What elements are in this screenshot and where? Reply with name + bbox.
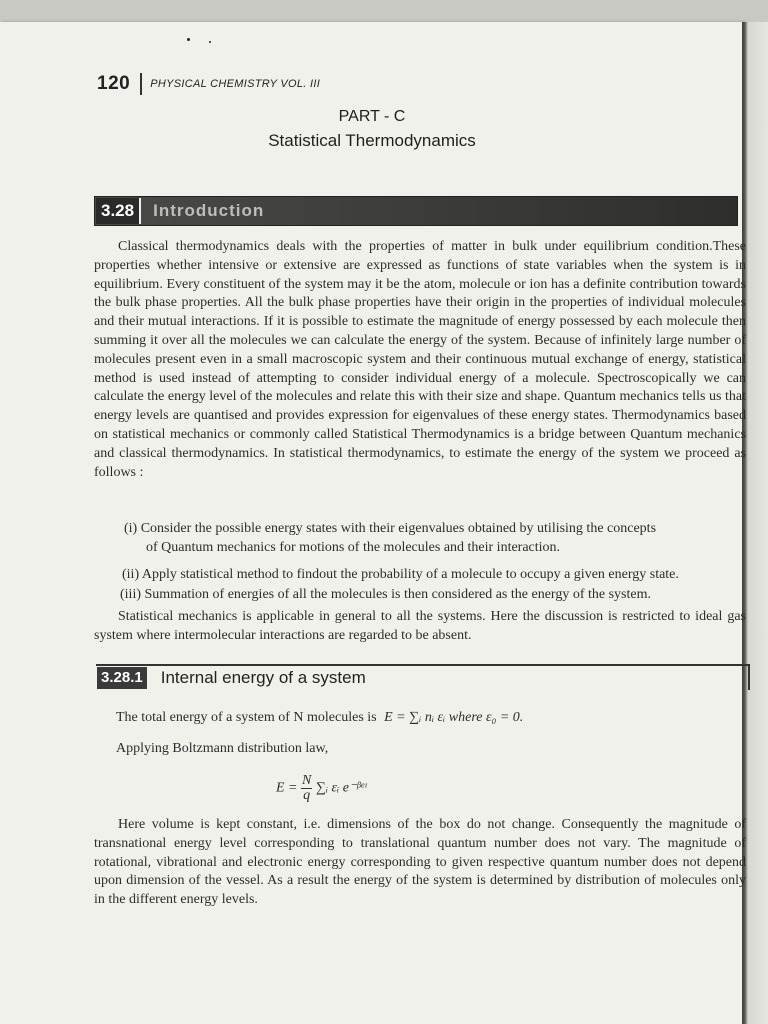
boltzmann-equation	[276, 774, 366, 803]
list-text: Summation of energies of all the molecules is then considered as the energy of the system.	[144, 587, 651, 602]
list-item	[120, 585, 746, 604]
boltzmann-line: Applying Boltzmann distribution law,	[116, 741, 329, 756]
fraction-numerator: N	[302, 773, 312, 788]
part-label: PART - C	[338, 108, 406, 125]
section-heading-bar	[94, 196, 738, 226]
section-title: Introduction	[153, 201, 265, 220]
constant-volume-paragraph: Here volume is kept constant, i.e. dimensions of the box do not change. Consequently the magnitude of transnational energy level corresponding to translational quantum number does not vary. The magnitude of rotational, vibrational and electronic energy corresponding to given respective quantum number does not depend upon dimension of the vessel. As a result the energy of the system is determined by distribution of molecules only in the different energy levels.	[94, 817, 746, 908]
book-title: PHYSICAL CHEMISTRY VOL. III	[150, 78, 321, 90]
closing-paragraph-block	[94, 608, 746, 646]
equation-rhs: ∑ᵢ εᵢ e⁻ᵝᵉᶦ	[315, 780, 367, 796]
list-marker: (ii)	[122, 567, 140, 582]
subsection-title: Internal energy of a system	[160, 668, 366, 687]
energy-sum-equation: E = ∑ᵢ nᵢ εᵢ where ε₀ = 0.	[384, 710, 524, 725]
intro-paragraph-block	[94, 238, 746, 482]
list-text: of Quantum mechanics for motions of the molecules and their interaction.	[146, 540, 561, 555]
equation-lhs: E =	[276, 780, 298, 796]
page-number: 120	[97, 73, 131, 94]
list-text: Consider the possible energy states with their eigenvalues obtained by utilising the concepts	[140, 521, 657, 536]
section-number: 3.28	[96, 198, 141, 224]
header-divider	[140, 73, 142, 95]
list-item	[122, 565, 746, 584]
list-item	[124, 519, 746, 538]
closing-paragraph: Statistical mechanics is applicable in general to all the systems. Here the discussion is restricted to ideal gas system where intermolecular interactions are regarded to be absent.	[94, 609, 746, 643]
part-title: Statistical Thermodynamics	[268, 131, 476, 150]
list-marker: (i)	[124, 521, 138, 536]
energy-sum-line	[116, 710, 523, 726]
fraction-denominator: q	[303, 788, 311, 803]
energy-sum-text: The total energy of a system of N molecules is	[116, 710, 377, 725]
constant-volume-paragraph-block	[94, 816, 746, 910]
equation-fraction	[301, 774, 312, 803]
running-header	[97, 72, 320, 96]
ink-speck	[209, 41, 211, 43]
ink-speck	[187, 38, 190, 41]
subsection-number: 3.28.1	[97, 667, 147, 689]
intro-paragraph: Classical thermodynamics deals with the properties of matter in bulk under equilibrium condition.These properties whether intensive or extensive are expressed as functions of state variables when the system is in equilibrium. Every constituent of the system may it be the atom, molecule or ion has a definite contribution towards the bulk phase properties. All the bulk phase properties have their origin in the properties of individual molecules and their mutual interactions. If it is possible to estimate the magnitude of energy possessed by each molecule then summing it over all the molecules we can calculate the energy of the system. Because of infinitely large number of molecules present even in a small macroscopic system and their continuous mutual exchange of energy, statistical method is used instead of attempting to consider individual energy of a molecule. Spectroscopically we can calculate the energy level of the molecules and relate this with their size and shape. Quantum mechanics tells us that energy levels are quantised and provides expression for eigenvalues of these energy states. Thermodynamics based on statistical mechanics or commonly called Statistical Thermodynamics is a bridge between Quantum mechanics and classical thermodynamics. In statistical thermodynamics, to estimate the energy of the system we proceed as follows :	[94, 239, 746, 480]
list-marker: (iii)	[120, 587, 141, 602]
subsection-heading	[96, 664, 750, 690]
list-item-continuation	[146, 538, 746, 557]
list-text: Apply statistical method to findout the probability of a molecule to occupy a given energy state.	[141, 567, 679, 582]
